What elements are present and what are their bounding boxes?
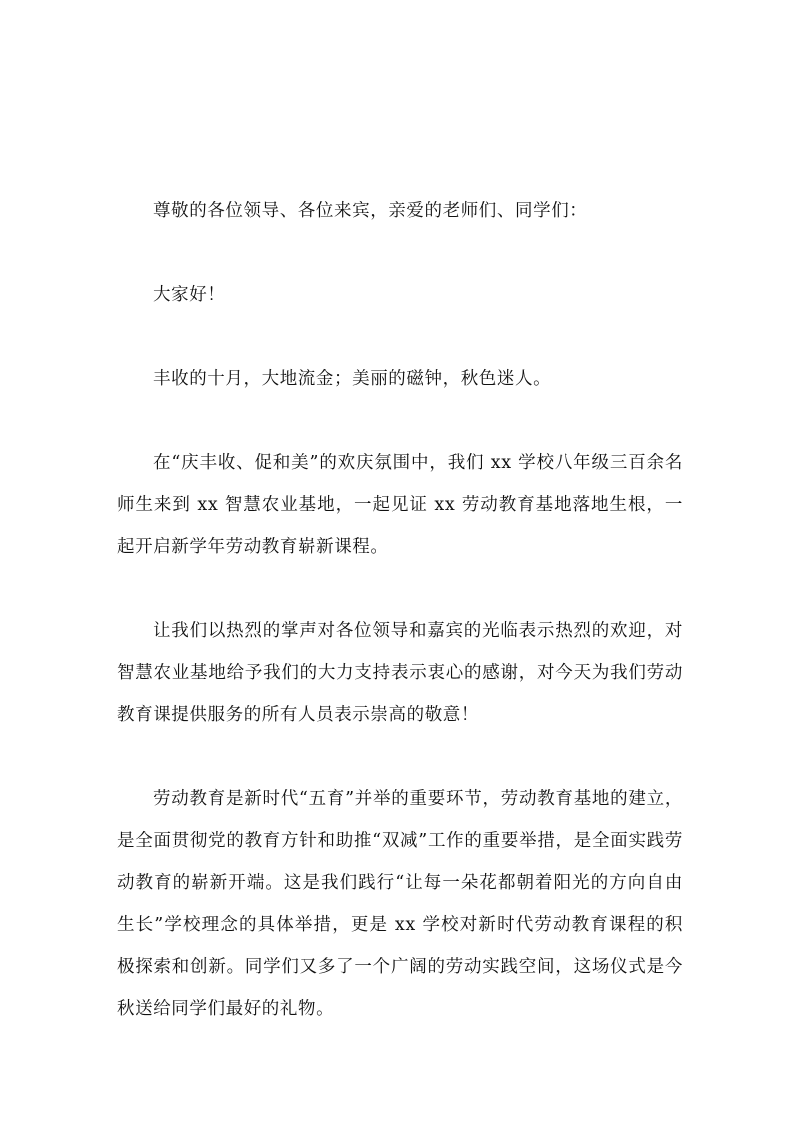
paragraph-gap [117, 568, 683, 610]
paragraph-gap [117, 400, 683, 442]
paragraph-gap [117, 316, 683, 358]
paragraph-event: 在“庆丰收、促和美”的欢庆氛围中，我们 xx 学校八年级三百余名师生来到 xx 智慧农业基地，一起见证 xx 劳动教育基地落地生根，一起开启新学年劳动教育崭新课程。 [117, 453, 683, 557]
document-page [117, 190, 683, 1030]
paragraph-autumn: 丰收的十月，大地流金；美丽的磁钟，秋色迷人。 [153, 369, 552, 389]
paragraph-gap [117, 232, 683, 274]
greeting: 大家好！ [153, 285, 226, 305]
paragraph-labor-education: 劳动教育是新时代“五育”并举的重要环节，劳动教育基地的建立，是全面贯彻党的教育方针和助推“双减”工作的重要举措，是全面实践劳动教育的崭新开端。这是我们践行“让每一朵花都朝着阳光的方向自由生长”学校理念的具体举措，更是 xx 学校对新时代劳动教育课程的积极探索和创新。同学们又多了一个广阔的劳动实践空间，这场仪式是今秋送给同学们最好的礼物。 [117, 789, 683, 1019]
paragraph-gap [117, 736, 683, 778]
paragraph-welcome: 让我们以热烈的掌声对各位领导和嘉宾的光临表示热烈的欢迎，对智慧农业基地给予我们的大力支持表示衷心的感谢，对今天为我们劳动教育课提供服务的所有人员表示崇高的敬意！ [117, 621, 683, 725]
salutation: 尊敬的各位领导、各位来宾，亲爱的老师们、同学们： [153, 201, 588, 221]
